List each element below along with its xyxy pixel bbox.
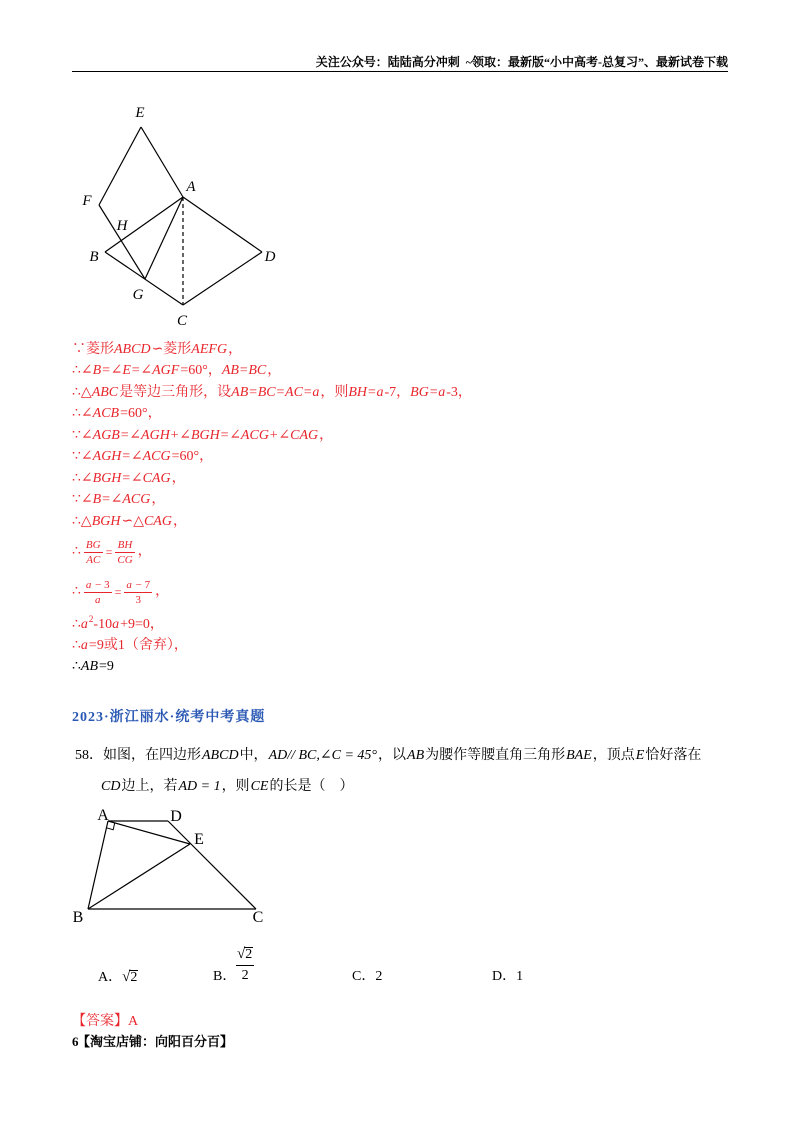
question-math: CD bbox=[101, 779, 121, 794]
solution-math: BH=a bbox=[348, 385, 384, 400]
solution-text: ∴ bbox=[72, 584, 81, 599]
solution-line-9 bbox=[72, 512, 187, 532]
solution-text: +9=0， bbox=[120, 617, 164, 632]
solution-math: B=∠ACG bbox=[92, 492, 151, 507]
question-math: AD// BC,∠C = 45° bbox=[268, 748, 378, 763]
vertex-label-D: D bbox=[170, 808, 182, 825]
answer-text: 【答案】A bbox=[72, 1014, 139, 1029]
rhombus-figure bbox=[70, 95, 290, 335]
solution-math: B=∠E=∠AGF bbox=[92, 363, 180, 378]
question-math: AB bbox=[407, 748, 425, 763]
solution-text: ∵菱形 bbox=[72, 342, 114, 357]
solution-text: ∴ bbox=[72, 638, 81, 653]
solution-text: ， bbox=[137, 544, 152, 559]
equals-sign: = bbox=[105, 545, 113, 559]
fraction-left bbox=[84, 538, 103, 567]
vertex-label-A: A bbox=[186, 179, 196, 195]
segment-DC bbox=[168, 821, 256, 909]
solution-text: -10 bbox=[93, 617, 113, 632]
solution-text: ，则 bbox=[320, 385, 349, 400]
radical-sign: √ bbox=[237, 946, 246, 962]
math-variable: a bbox=[126, 578, 132, 591]
solution-line-6 bbox=[72, 447, 213, 467]
solution-text: =60°， bbox=[171, 449, 214, 464]
solution-math: a bbox=[112, 617, 120, 632]
solution-text: ∴ bbox=[72, 659, 81, 674]
question-math: BAE bbox=[566, 748, 592, 763]
solution-text: ∽菱形 bbox=[151, 342, 192, 357]
solution-line-7 bbox=[72, 469, 186, 489]
option-label: A． bbox=[98, 970, 123, 985]
option-d bbox=[492, 967, 523, 987]
solution-text: ∽△ bbox=[121, 514, 144, 529]
question-text: 58．如图，在四边形 bbox=[75, 748, 201, 763]
solution-line-8 bbox=[72, 490, 165, 510]
figure2-edges bbox=[88, 821, 256, 909]
fraction-numerator bbox=[84, 578, 112, 593]
header-text: 关注公众号：陆陆高分冲刺 ~领取：最新版“小中高考-总复习”、最新试卷下载 bbox=[315, 55, 728, 69]
segment-AG bbox=[145, 197, 183, 279]
question-math: AD = 1 bbox=[178, 779, 221, 794]
solution-math: a bbox=[80, 617, 88, 632]
fraction-denominator: a bbox=[95, 593, 101, 606]
question-math: ABCD bbox=[202, 748, 239, 763]
solution-math: a bbox=[80, 638, 88, 653]
solution-text: ∴ bbox=[72, 544, 81, 559]
solution-text: 是等边三角形，设 bbox=[119, 385, 232, 400]
option-label: B． bbox=[213, 969, 237, 984]
solution-line-11 bbox=[72, 574, 169, 610]
solution-math: ABCD bbox=[114, 342, 151, 357]
solution-text: ， bbox=[228, 342, 243, 357]
radicand: 2 bbox=[245, 947, 253, 962]
solution-line-4 bbox=[72, 404, 162, 424]
solution-text: ， bbox=[319, 428, 334, 443]
option-b-fraction bbox=[236, 944, 254, 986]
figure1-labels bbox=[81, 105, 275, 329]
vertex-label-C: C bbox=[176, 313, 188, 329]
fraction-term: − 3 bbox=[92, 578, 110, 591]
solution-line-14 bbox=[72, 657, 114, 677]
question-text: 中， bbox=[239, 748, 268, 763]
question-line-2 bbox=[100, 776, 353, 798]
solution-line-12 bbox=[72, 615, 164, 635]
solution-text: ， bbox=[267, 363, 282, 378]
segment-BC bbox=[105, 252, 183, 305]
solution-text: -3， bbox=[446, 385, 472, 400]
option-value: 1 bbox=[516, 969, 524, 984]
solution-line-2 bbox=[72, 361, 281, 381]
fraction-right bbox=[124, 578, 152, 607]
solution-math: BGH bbox=[91, 514, 121, 529]
vertex-label-E: E bbox=[194, 831, 204, 848]
solution-math: AB bbox=[80, 659, 99, 674]
figure2-labels bbox=[73, 807, 264, 926]
vertex-label-B: B bbox=[89, 249, 99, 265]
solution-line-3 bbox=[72, 383, 472, 403]
solution-text: ， bbox=[155, 584, 170, 599]
vertex-label-B: B bbox=[72, 909, 84, 926]
question-text: 为腰作等腰直角三角形 bbox=[425, 748, 566, 763]
vertex-label-G: G bbox=[132, 287, 144, 303]
option-label: D． bbox=[492, 969, 517, 984]
solution-line-1 bbox=[72, 340, 242, 360]
fraction-denominator: AC bbox=[86, 553, 101, 566]
solution-text: ， bbox=[172, 514, 187, 529]
vertex-label-F: F bbox=[82, 193, 92, 209]
fraction-denominator: 2 bbox=[241, 968, 249, 983]
fraction-numerator bbox=[236, 944, 254, 966]
solution-math: CAG bbox=[143, 514, 172, 529]
solution-math: ABC bbox=[91, 385, 119, 400]
question-text: ，顶点 bbox=[592, 748, 635, 763]
fraction-numerator: BH bbox=[115, 538, 134, 553]
solution-line-10 bbox=[72, 534, 152, 570]
solution-text: -7， bbox=[384, 385, 411, 400]
solution-math: BGH=∠CAG bbox=[92, 471, 171, 486]
solution-text: ∴△ bbox=[72, 514, 92, 529]
vertex-label-E: E bbox=[135, 105, 145, 121]
fraction-right bbox=[115, 538, 134, 567]
footer-shop-text: 【淘宝店铺：向阳百分百】 bbox=[77, 1034, 234, 1049]
segment-FG bbox=[99, 205, 145, 279]
solution-text: ， bbox=[171, 471, 186, 486]
solution-text: ∵∠ bbox=[72, 449, 93, 464]
radical-sign: √ bbox=[122, 969, 131, 985]
fraction-left bbox=[84, 578, 112, 607]
solution-text: =60°， bbox=[180, 363, 222, 378]
solution-text: =9或1（舍弃）， bbox=[88, 638, 188, 653]
option-value: 2 bbox=[375, 969, 383, 984]
segment-EA bbox=[141, 127, 183, 197]
solution-text: ， bbox=[151, 492, 166, 507]
question-text: ，则 bbox=[221, 779, 250, 794]
segment-BA bbox=[88, 821, 108, 909]
radicand: 2 bbox=[130, 970, 138, 985]
fraction-denominator: CG bbox=[117, 553, 133, 566]
vertex-label-H: H bbox=[116, 218, 128, 234]
page-header bbox=[316, 54, 728, 70]
page-number: 6 bbox=[72, 1034, 79, 1049]
fraction-numerator: BG bbox=[85, 538, 101, 551]
solution-text: ∴∠ bbox=[72, 471, 93, 486]
segment-CD bbox=[183, 252, 262, 305]
option-a bbox=[98, 967, 138, 988]
solution-text: ∴∠ bbox=[72, 363, 93, 378]
figure1-edges bbox=[99, 127, 262, 305]
equals-sign: = bbox=[114, 585, 122, 599]
segment-EF bbox=[99, 127, 141, 205]
segment-AD bbox=[183, 197, 262, 252]
solution-math: ACB bbox=[92, 406, 120, 421]
question-math: CE bbox=[250, 779, 269, 794]
solution-text: ∵∠ bbox=[72, 428, 93, 443]
question-text: ，以 bbox=[378, 748, 407, 763]
solution-line-13 bbox=[72, 636, 188, 656]
option-c bbox=[352, 967, 382, 987]
header-rule bbox=[72, 71, 728, 72]
solution-math: AB=BC bbox=[221, 363, 267, 378]
math-variable: a bbox=[85, 578, 92, 591]
solution-text: =9 bbox=[99, 659, 114, 674]
trapezoid-figure bbox=[65, 800, 275, 930]
option-b bbox=[213, 967, 236, 987]
question-math: E bbox=[635, 748, 645, 763]
superscript-exponent: 2 bbox=[88, 614, 94, 624]
fraction-numerator bbox=[124, 578, 152, 593]
vertex-label-A: A bbox=[97, 807, 109, 824]
question-text: 边上，若 bbox=[121, 779, 178, 794]
solution-math: AGH=∠ACG bbox=[92, 449, 171, 464]
vertex-label-C: C bbox=[252, 909, 264, 926]
solution-text: =60°， bbox=[120, 406, 162, 421]
solution-line-5 bbox=[72, 426, 333, 446]
question-source-tag: 2023·浙江丽水·统考中考真题 bbox=[72, 710, 266, 725]
question-text: 恰好落在 bbox=[645, 748, 702, 763]
solution-math: AB=BC=AC=a bbox=[231, 385, 320, 400]
solution-math: BG=a bbox=[410, 385, 446, 400]
solution-text: ∴∠ bbox=[72, 406, 93, 421]
vertex-label-D: D bbox=[264, 249, 276, 265]
fraction-denominator: 3 bbox=[135, 593, 142, 606]
option-label: C． bbox=[352, 969, 376, 984]
solution-text: ∵∠ bbox=[72, 492, 93, 507]
solution-text: ∴ bbox=[72, 617, 81, 632]
solution-text: ∴△ bbox=[72, 385, 92, 400]
fraction-term: − 7 bbox=[132, 578, 151, 591]
solution-math: AGB=∠AGH+∠BGH=∠ACG+∠CAG bbox=[92, 428, 319, 443]
question-line-1 bbox=[75, 745, 701, 767]
solution-math: AEFG bbox=[191, 342, 228, 357]
question-text: 的长是（ ） bbox=[269, 779, 354, 794]
segment-BE bbox=[88, 844, 190, 909]
